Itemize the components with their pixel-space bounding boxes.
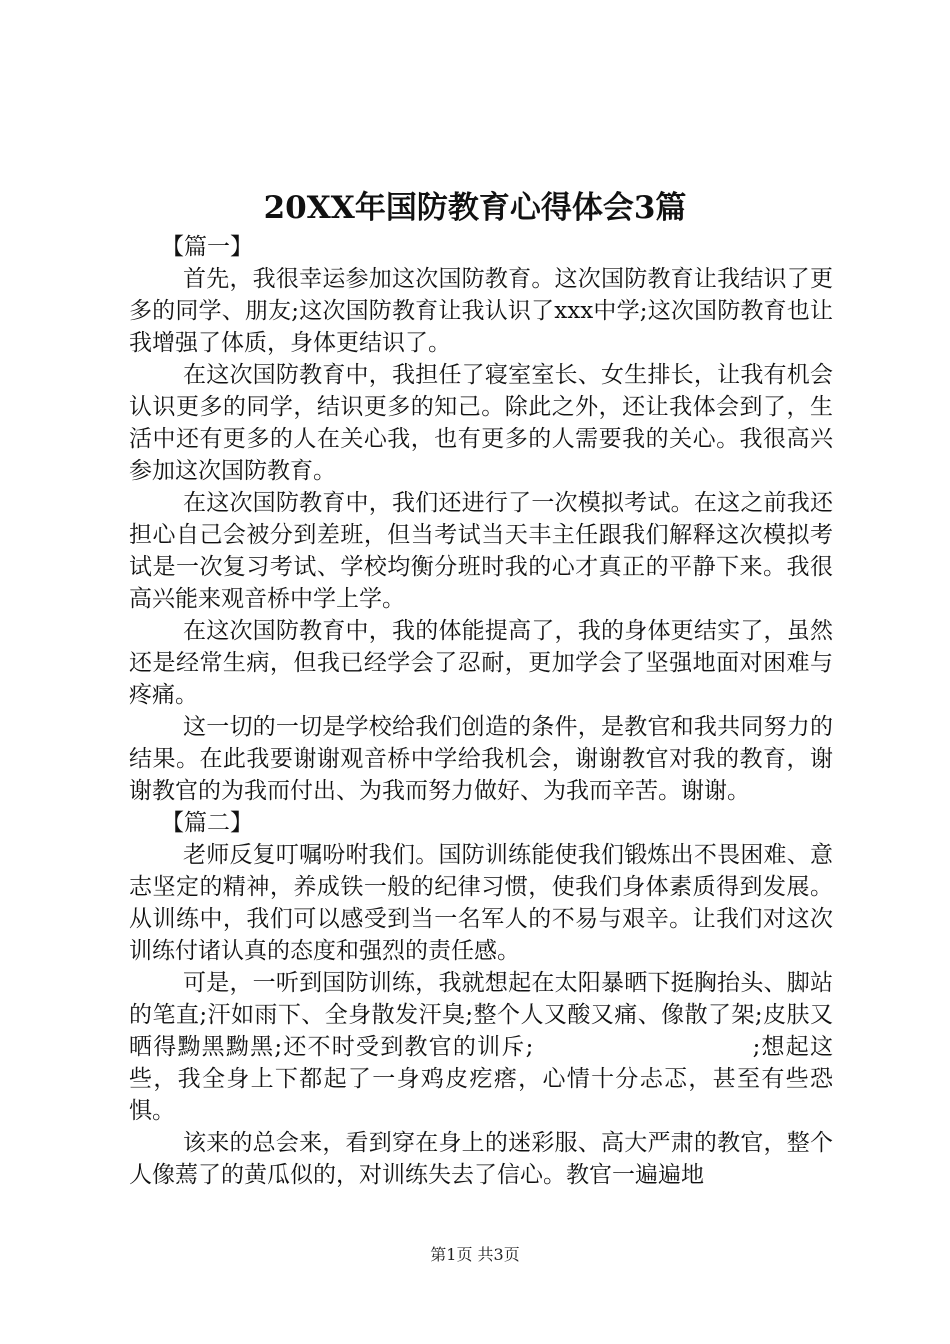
- paragraph: 可是，一听到国防训练，我就想起在太阳暴晒下挺胸抬头、脚站的笔直;汗如雨下、全身散发汗臭;整个人又酸又痛、像散了架;皮肤又晒得黝黑黝黑;还不时受到教官的训斥; ;想起这些，我全身上下都起了一身鸡皮疙瘩，心情十分忐忑，甚至有些恐惧。: [129, 970, 833, 1124]
- paragraph: 这一切的一切是学校给我们创造的条件，是教官和我共同努力的结果。在此我要谢谢观音桥中学给我机会，谢谢教官对我的教育，谢谢教官的为我而付出、为我而努力做好、为我而辛苦。谢谢。: [129, 714, 833, 804]
- page-footer: 第1页 共3页: [430, 1245, 520, 1264]
- section-heading-2: 【篇二】: [161, 810, 253, 836]
- paragraph: 该来的总会来，看到穿在身上的迷彩服、高大严肃的教官，整个人像蔫了的黄瓜似的，对训练失去了信心。教官一遍遍地: [129, 1130, 833, 1188]
- paragraph: 在这次国防教育中，我们还进行了一次模拟考试。在这之前我还担心自己会被分到差班，但当考试当天丰主任跟我们解释这次模拟考试是一次复习考试、学校均衡分班时我的心才真正的平静下来。我很高兴能来观音桥中学上学。: [129, 490, 833, 612]
- paragraph: 在这次国防教育中，我担任了寝室室长、女生排长，让我有机会认识更多的同学，结识更多的知己。除此之外，还让我体会到了，生活中还有更多的人在关心我，也有更多的人需要我的关心。我很高兴参加这次国防教育。: [129, 362, 833, 484]
- document-body: [129, 231, 833, 1191]
- paragraph: 首先，我很幸运参加这次国防教育。这次国防教育让我结识了更多的同学、朋友;这次国防教育让我认识了xxx中学;这次国防教育也让我增强了体质，身体更结识了。: [129, 266, 833, 356]
- paragraph: 老师反复叮嘱吩咐我们。国防训练能使我们锻炼出不畏困难、意志坚定的精神，养成铁一般的纪律习惯，使我们身体素质得到发展。从训练中，我们可以感受到当一名军人的不易与艰辛。让我们对这次训练付诸认真的态度和强烈的责任感。: [129, 842, 833, 964]
- section-heading-1: 【篇一】: [161, 234, 253, 260]
- page-title: 20XX年国防教育心得体会3篇: [263, 190, 687, 226]
- paragraph: 在这次国防教育中，我的体能提高了，我的身体更结实了，虽然还是经常生病，但我已经学会了忍耐，更加学会了坚强地面对困难与疼痛。: [129, 618, 833, 708]
